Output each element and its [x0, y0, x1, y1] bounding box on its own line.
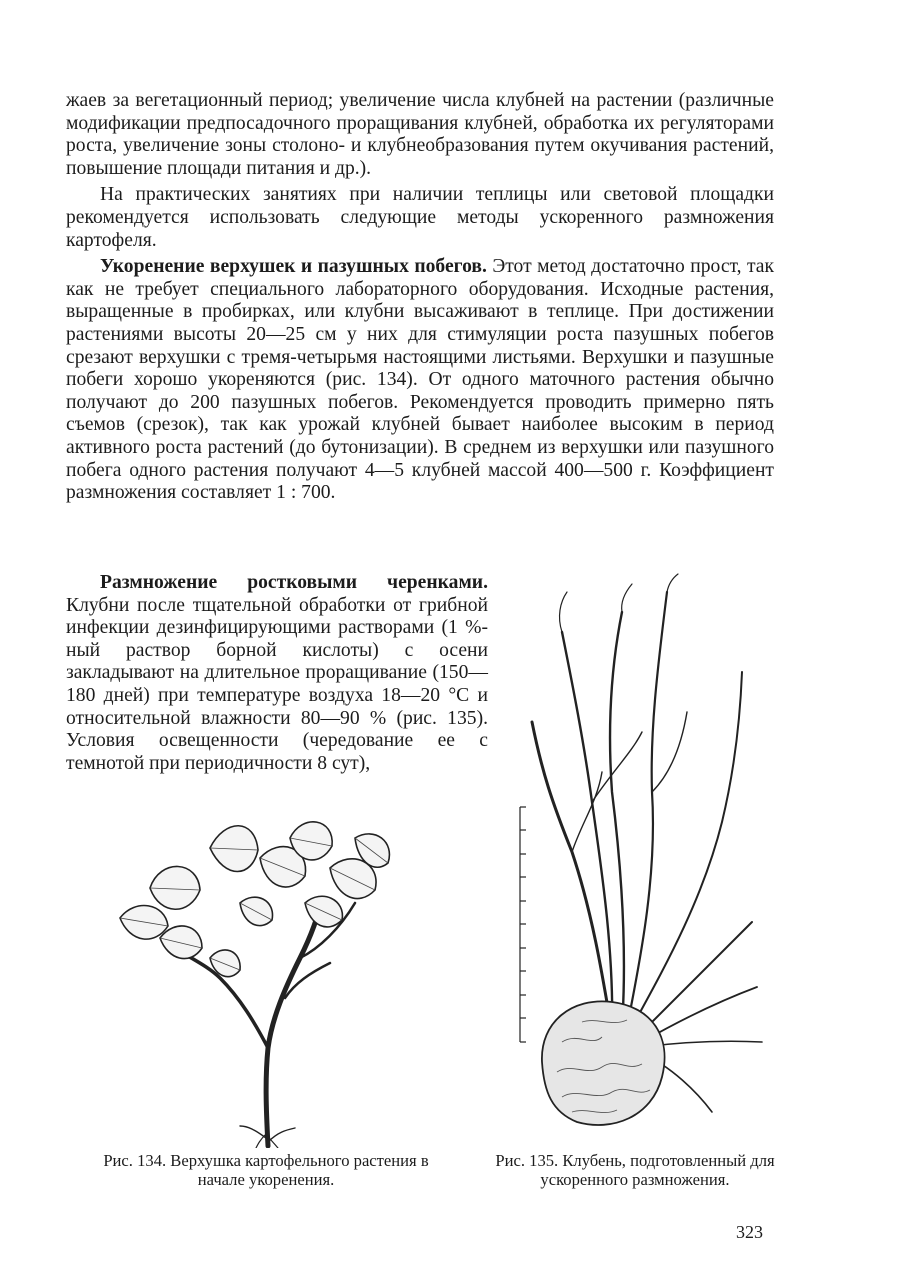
- paragraph-practical: На практических занятиях при наличии теплицы или световой площадки рекомендуется использовать следующие методы ускоренного размножения картофеля.: [66, 184, 774, 251]
- paragraph-sprout-cuttings-body: Клубни после тщательной обработки от грибной инфекции дезинфицирующими растворами (1 %-ный раствор борной кислоты) с осени закладывают на длительное проращивание (150—180 дней) при температуре воздуха 18—20 °С и относительной влажности 80—90 % (рис. 135). Условия освещенности (чередование ее с темнотой при периодичности 8 сут),: [66, 594, 488, 774]
- figure-134-caption: Рис. 134. Верхушка картофельного растения в начале укоренения.: [103, 1151, 429, 1189]
- paragraph-rooting-body: Этот метод достаточно прост, так как не требует специального лабораторного оборудования. Исходные растения, выращенные в пробирках, или клубни высаживают в теплице. При достижении растениями высоты 20—25 см у них для стимуляции роста пазушных побегов срезают верхушки с тремя-четырьмя настоящими листьями. Верхушки и пазушные побеги хорошо укореняются (рис. 134). От одного маточного растения обычно получают до 200 пазушных побегов. Рекомендуется проводить примерно пять съемов (срезок), так как урожай клубней бывает наиболее высоким в период активного роста растений (до бутонизации). В среднем из верхушки или пазушного побега одного растения получают 4—5 клубней массой 400—500 г. Коэффициент размножения составляет 1 : 700.: [66, 256, 774, 504]
- paragraph-continuation: жаев за вегетационный период; увеличение числа клубней на растении (различные модификации предпосадочного проращивания клубней, обработка их регуляторами роста, увеличение зоны столоно- и клубнеобразования путем окучивания растений, повышение площади питания и др.).: [66, 90, 774, 179]
- main-text-block: [66, 90, 774, 505]
- figure-135-caption: Рис. 135. Клубень, подготовленный для ускоренного размножения.: [495, 1151, 775, 1189]
- section-heading-rooting: Укоренение верхушек и пазушных побегов.: [100, 256, 487, 278]
- paragraph-rooting: [66, 256, 774, 505]
- figure-134: [90, 808, 430, 1148]
- narrow-text-block: [66, 572, 488, 775]
- potato-plant-top-illustration: [90, 808, 430, 1148]
- sprouted-tuber-illustration: [502, 572, 792, 1152]
- paragraph-sprout-cuttings: [66, 572, 488, 775]
- figure-135: [502, 572, 792, 1152]
- page-number: 323: [736, 1222, 763, 1242]
- section-heading-sprout-cuttings: Размножение ростковыми черенками.: [100, 572, 488, 593]
